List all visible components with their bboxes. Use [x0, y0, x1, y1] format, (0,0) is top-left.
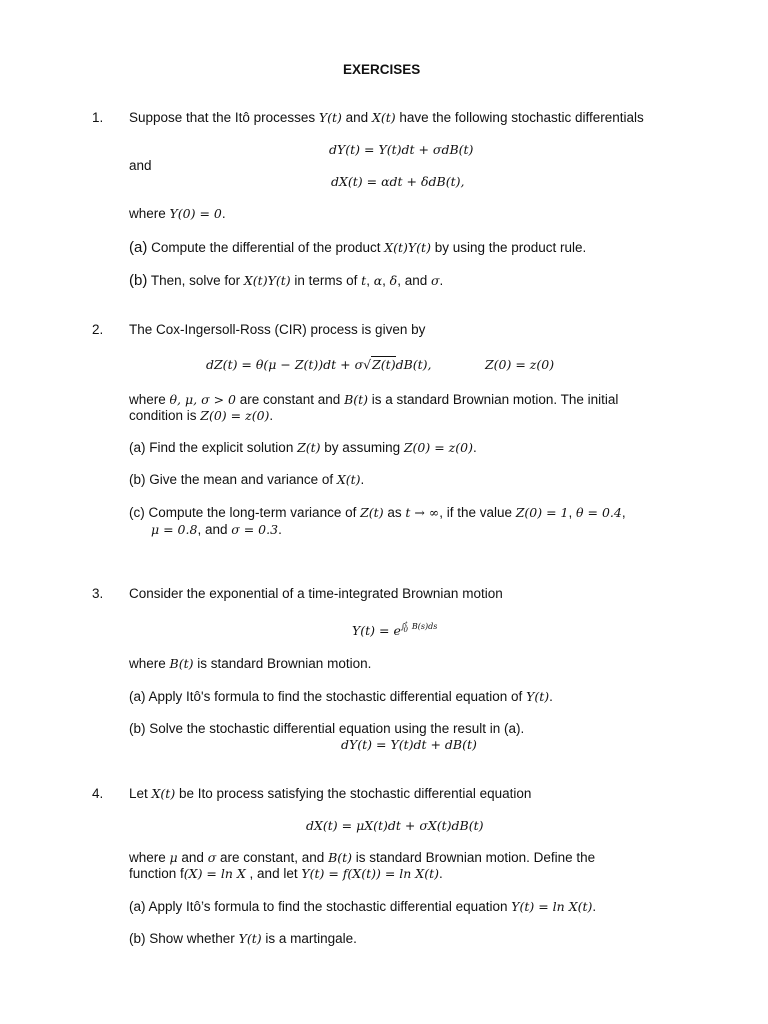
question-1-equation-1: dY(t) = Y(t)dt + σdB(t): [329, 142, 474, 157]
question-3-intro: Consider the exponential of a time-integrated Brownian motion: [129, 586, 503, 601]
question-2-condition: condition is Z(0) = z(0).: [129, 408, 274, 423]
question-2-initial-condition: Z(0) = z(0): [485, 357, 555, 372]
question-2-part-c-continued: μ = 0.8, and σ = 0.3.: [151, 522, 282, 537]
question-2-equation: dZ(t) = θ(μ − Z(t))dt + σ√Z(t)dB(t),: [206, 357, 432, 372]
question-3-part-a: (a) Apply Itô's formula to find the stochastic differential equation of Y(t).: [129, 689, 553, 704]
question-3-equation: $Y(t) = e^{\int^t0 B(s)ds}$: [352, 621, 438, 638]
question-2-part-a: (a) Find the explicit solution Z(t) by assuming Z(0) = z(0).: [129, 440, 477, 455]
question-1-where: where Y(0) = 0.: [129, 206, 226, 221]
question-1-number: 1.: [92, 110, 104, 125]
question-1-part-b: (b) Then, solve for X(t)Y(t) in terms of t, α, δ, and σ.: [129, 272, 444, 289]
question-1-equation-2: dX(t) = αdt + δdB(t),: [331, 174, 465, 189]
question-2-part-c: (c) Compute the long-term variance of Z(t) as t → ∞, if the value Z(0) = 1, θ = 0.4,: [129, 505, 626, 520]
question-4-number: 4.: [92, 786, 104, 801]
question-3-part-b: (b) Solve the stochastic differential equation using the result in (a).: [129, 721, 525, 736]
question-4-part-a: (a) Apply Itô’s formula to find the stochastic differential equation Y(t) = ln X(t).: [129, 899, 597, 914]
question-2-number: 2.: [92, 322, 104, 337]
question-4-equation: dX(t) = μX(t)dt + σX(t)dB(t): [306, 818, 484, 833]
question-3-equation-2: dY(t) = Y(t)dt + dB(t): [341, 737, 477, 752]
question-2-part-b: (b) Give the mean and variance of X(t).: [129, 472, 365, 487]
question-2-intro: The Cox-Ingersoll-Ross (CIR) process is given by: [129, 322, 426, 337]
question-3-number: 3.: [92, 586, 104, 601]
question-1-part-a: (a) Compute the differential of the product X(t)Y(t) by using the product rule.: [129, 239, 587, 256]
question-4-intro: Let X(t) be Ito process satisfying the stochastic differential equation: [129, 786, 532, 801]
question-1-and: and: [129, 158, 152, 173]
question-1-intro: Suppose that the Itô processes Y(t) and X(t) have the following stochastic differentials: [129, 110, 644, 125]
question-4-where: where μ and σ are constant, and B(t) is standard Brownian motion. Define the: [129, 850, 596, 865]
page-title: EXERCISES: [343, 62, 421, 77]
question-4-function: function f(X) = ln X , and let Y(t) = f(X(t)) = ln X(t).: [129, 866, 443, 881]
question-3-where: where B(t) is standard Brownian motion.: [129, 656, 372, 671]
question-4-part-b: (b) Show whether Y(t) is a martingale.: [129, 931, 357, 946]
question-2-where: where θ, μ, σ > 0 are constant and B(t) is a standard Brownian motion. The initial: [129, 392, 619, 407]
